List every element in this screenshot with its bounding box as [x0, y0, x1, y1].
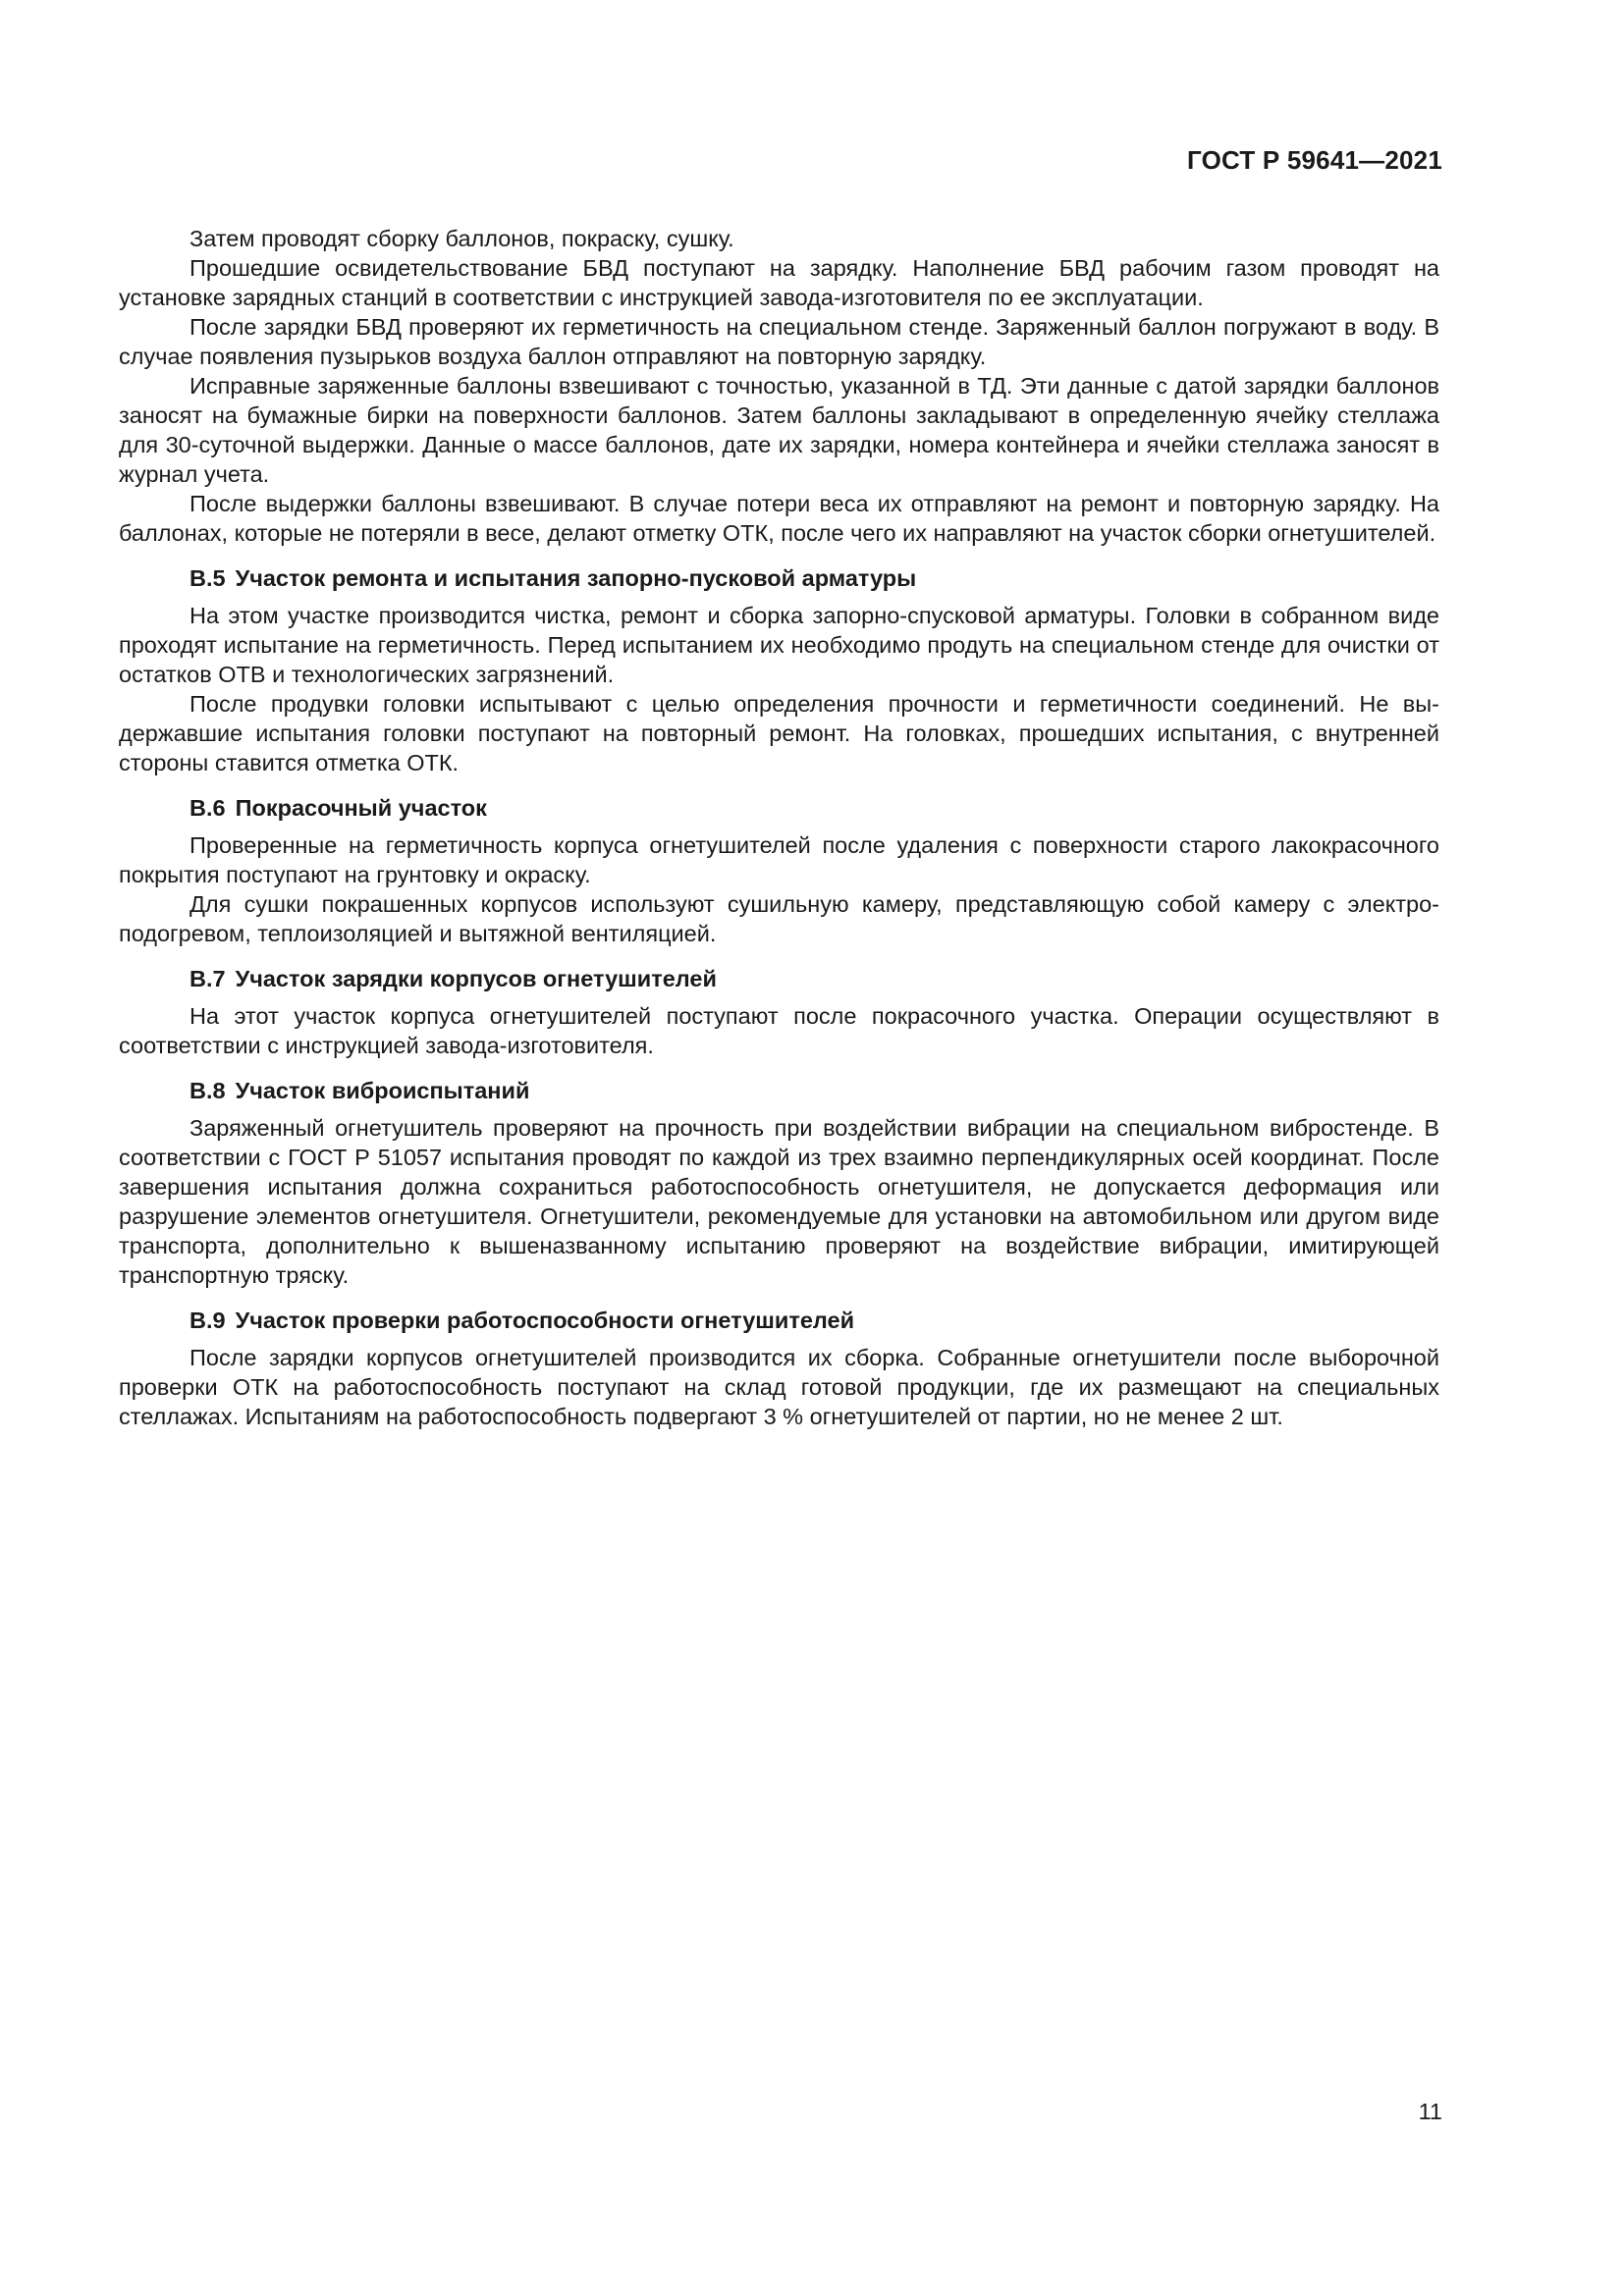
section-number: В.7 [189, 966, 226, 991]
paragraph: После продувки головки испытывают с целью определения прочности и герметичности соединений. Не выдержавшие испытания головки поступают на повторный ремонт. На головках, прошедших испытания, с внутренней стороны ставится отметка ОТК. [119, 691, 1439, 775]
section-number: В.6 [189, 795, 226, 821]
section-heading [119, 563, 1439, 593]
section-number: В.9 [189, 1308, 226, 1333]
section-heading [119, 793, 1439, 823]
paragraph: Затем проводят сборку баллонов, покраску, сушку. [189, 226, 734, 251]
document-code: ГОСТ Р 59641—2021 [1187, 145, 1442, 175]
section-b5 [119, 563, 1439, 777]
section-heading [119, 964, 1439, 993]
section-b6 [119, 793, 1439, 948]
section-b8 [119, 1076, 1439, 1290]
paragraph: Для сушки покрашенных корпусов используют сушильную камеру, представляющую собой камеру с электроподогревом, теплоизоляцией и вытяжной вентиляцией. [119, 891, 1439, 946]
intro-block [119, 224, 1439, 548]
paragraph: После выдержки баллоны взвешивают. В случае потери веса их отправляют на ремонт и повторную зарядку. На баллонах, которые не потеряли в весе, делают отметку ОТК, после чего их направляют на участок сборки огнетушителей. [119, 491, 1439, 546]
paragraph: Проверенные на герметичность корпуса огнетушителей после удаления с поверхности старого лакокрасочного покрытия поступают на грунтовку и окраску. [119, 832, 1439, 887]
section-heading [119, 1076, 1439, 1105]
paragraph: Прошедшие освидетельствование БВД поступают на зарядку. Наполнение БВД рабочим газом проводят на установке зарядных станций в соответствии с инструкцией завода-изготовителя по ее эксплуатации. [119, 255, 1439, 310]
section-b7 [119, 964, 1439, 1060]
paragraph: На этом участке производится чистка, ремонт и сборка запорно-спусковой арматуры. Головки в собранном виде проходят испытание на герметичность. Перед испытанием их необходимо продуть на специальном стенде для очистки от остатков ОТВ и технологических загрязнений. [119, 603, 1439, 687]
section-number: В.8 [189, 1078, 226, 1103]
paragraph: После зарядки корпусов огнетушителей производится их сборка. Собранные огнетушители после выборочной проверки ОТК на работоспособность поступают на склад готовой продукции, где их размещают на специальных стеллажах. Испытаниям на работоспособность подвергают 3 % огнетушителей от партии, но не менее 2 шт. [119, 1345, 1439, 1429]
section-title: Участок ремонта и испытания запорно-пусковой арматуры [235, 565, 917, 591]
document-body [119, 224, 1439, 1431]
section-title: Покрасочный участок [235, 795, 487, 821]
section-title: Участок виброиспытаний [235, 1078, 530, 1103]
paragraph: Исправные заряженные баллоны взвешивают с точностью, указанной в ТД. Эти данные с датой зарядки баллонов заносят на бумажные бирки на поверхности баллонов. Затем баллоны закладывают в определенную ячейку стеллажа для 30-суточной выдержки. Данные о массе баллонов, дате их зарядки, номера контейнера и ячейки стеллажа заносят в журнал учета. [119, 373, 1439, 487]
page-number: 11 [1418, 2099, 1442, 2124]
section-number: В.5 [189, 565, 226, 591]
section-b9 [119, 1306, 1439, 1431]
section-title: Участок проверки работоспособности огнетушителей [235, 1308, 855, 1333]
section-heading [119, 1306, 1439, 1335]
section-title: Участок зарядки корпусов огнетушителей [235, 966, 717, 991]
paragraph: После зарядки БВД проверяют их герметичность на специальном стенде. Заряженный баллон погружают в воду. В случае появления пузырьков воздуха баллон отправляют на повторную зарядку. [119, 314, 1439, 369]
paragraph: На этот участок корпуса огнетушителей поступают после покрасочного участка. Операции осуществляют в соответствии с инструкцией завода-изготовителя. [119, 1003, 1439, 1058]
paragraph: Заряженный огнетушитель проверяют на прочность при воздействии вибрации на специальном вибростенде. В соответствии с ГОСТ Р 51057 испытания проводят по каждой из трех взаимно перпендикулярных осей координат. После завершения испытания должна сохраниться работоспособность огнетушителя, не допускается деформация или разрушение элементов огнетушителя. Огнетушители, рекомендуемые для установки на автомобильном или другом виде транспорта, дополнительно к вышеназванному испытанию проверяют на воздействие вибрации, имитирующей транспортную тряску. [119, 1115, 1439, 1288]
